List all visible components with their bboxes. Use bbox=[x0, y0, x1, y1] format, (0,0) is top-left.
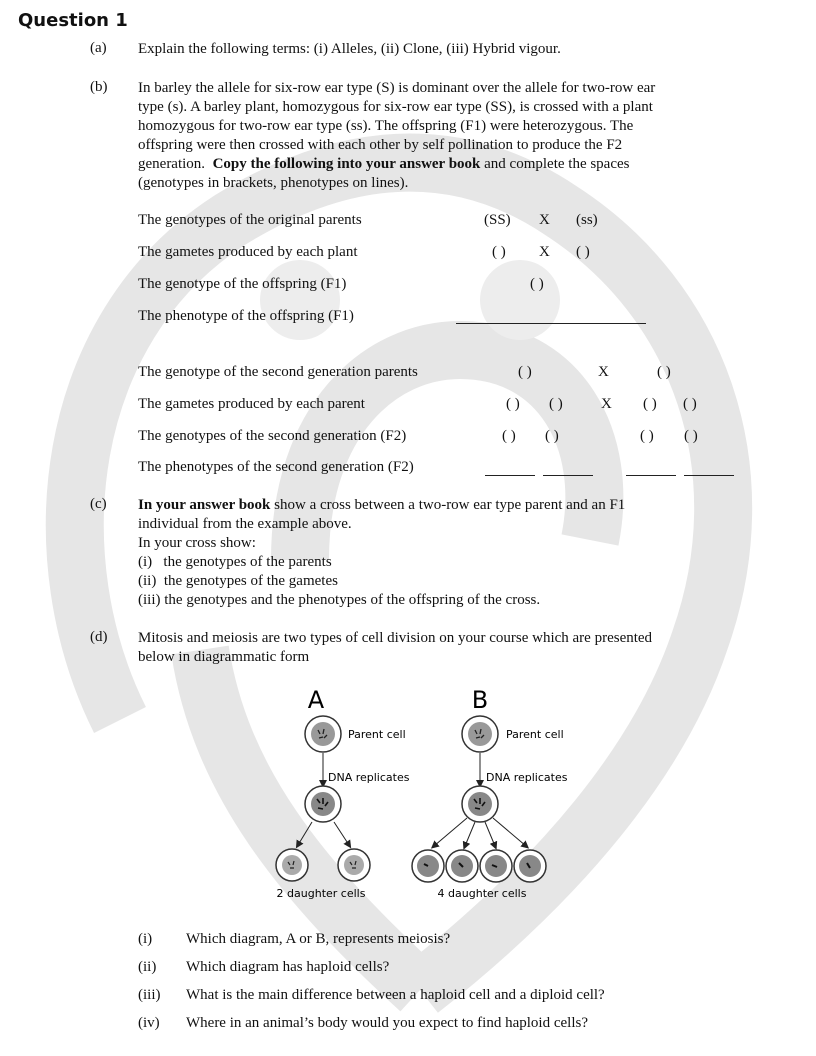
arrow-b-2 bbox=[465, 822, 475, 846]
row-gametes-plant-label: The gametes produced by each plant bbox=[138, 244, 358, 260]
daughter-cell-a-1 bbox=[276, 849, 308, 881]
subq-iii-text: What is the main difference between a haploid cell and a diploid cell? bbox=[186, 987, 605, 1003]
arrow-b-1 bbox=[434, 818, 467, 846]
row-gametes-parent-label: The gametes produced by each parent bbox=[138, 396, 365, 412]
row7-c: ( ) bbox=[640, 428, 654, 444]
cell-division-diagram bbox=[266, 680, 586, 905]
row6-c: ( ) bbox=[643, 396, 657, 412]
parent-cell-a bbox=[305, 716, 341, 752]
row5-cross: X bbox=[598, 364, 609, 380]
row3-value: ( ) bbox=[530, 276, 544, 292]
part-c-line: individual from the example above. bbox=[138, 516, 352, 532]
parent-cell-a-label: Parent cell bbox=[348, 728, 406, 741]
row2-left: ( ) bbox=[492, 244, 506, 260]
part-b-line: (genotypes in brackets, phenotypes on lines). bbox=[138, 175, 409, 191]
replicated-cell-a bbox=[305, 786, 341, 822]
part-d-line: below in diagrammatic form bbox=[138, 649, 310, 665]
subq-iv-text: Where in an animal’s body would you expect to find haploid cells? bbox=[186, 1015, 588, 1031]
part-a-text: Explain the following terms: (i) Alleles, (ii) Clone, (iii) Hybrid vigour. bbox=[138, 41, 561, 57]
part-b-line-text: generation. bbox=[138, 156, 206, 172]
subq-i-text: Which diagram, A or B, represents meiosis? bbox=[186, 931, 451, 947]
part-d-text bbox=[138, 629, 738, 667]
row-f1-phenotype-label: The phenotype of the offspring (F1) bbox=[138, 308, 354, 324]
row6-b: ( ) bbox=[549, 396, 563, 412]
part-c-text bbox=[138, 496, 738, 610]
part-d-label: (d) bbox=[90, 629, 108, 645]
part-b-line: offspring were then crossed with each other by self pollination to produce the F2 bbox=[138, 137, 623, 153]
arrow-a-left bbox=[298, 822, 312, 845]
diagram-b-label: B bbox=[471, 686, 489, 714]
part-b-instruction-bold: Copy the following into your answer book bbox=[212, 156, 481, 172]
row6-d: ( ) bbox=[683, 396, 697, 412]
part-b-line: homozygous for two-row ear type (ss). The offspring (F1) were heterozygous. The bbox=[138, 118, 634, 134]
four-daughter-cells-label: 4 daughter cells bbox=[437, 887, 527, 900]
f2-phenotype-blank-line bbox=[485, 475, 535, 476]
part-b-line-text: and complete the spaces bbox=[484, 156, 630, 172]
subq-ii-text: Which diagram has haploid cells? bbox=[186, 959, 390, 975]
part-c-label: (c) bbox=[90, 496, 107, 512]
question-title: Question 1 bbox=[18, 10, 128, 31]
diagram-a-label: A bbox=[307, 686, 325, 714]
row7-d: ( ) bbox=[684, 428, 698, 444]
parent-cell-b-label: Parent cell bbox=[506, 728, 564, 741]
part-c-line bbox=[138, 496, 738, 515]
replicated-cell-b bbox=[462, 786, 498, 822]
part-c-item: (ii) the genotypes of the gametes bbox=[138, 573, 338, 589]
subq-iv-num: (iv) bbox=[138, 1015, 160, 1031]
row6-a: ( ) bbox=[506, 396, 520, 412]
daughter-cell-b-3 bbox=[480, 850, 512, 882]
f1-phenotype-blank-line bbox=[456, 323, 646, 324]
part-b-line: In barley the allele for six-row ear type (S) is dominant over the allele for two-row ear bbox=[138, 80, 656, 96]
part-a-label: (a) bbox=[90, 40, 107, 56]
row1-cross: X bbox=[539, 212, 550, 228]
parent-cell-b bbox=[462, 716, 498, 752]
row-original-parents-label: The genotypes of the original parents bbox=[138, 212, 362, 228]
f2-phenotype-blank-line bbox=[626, 475, 676, 476]
f2-phenotype-blank-line bbox=[684, 475, 734, 476]
arrow-b-4 bbox=[493, 818, 526, 846]
part-c-item: (iii) the genotypes and the phenotypes of the offspring of the cross. bbox=[138, 592, 541, 608]
two-daughter-cells-label: 2 daughter cells bbox=[276, 887, 366, 900]
row5-left: ( ) bbox=[518, 364, 532, 380]
part-c-item: (i) the genotypes of the parents bbox=[138, 554, 332, 570]
part-b-text bbox=[138, 79, 738, 193]
row7-b: ( ) bbox=[545, 428, 559, 444]
subq-ii-num: (ii) bbox=[138, 959, 157, 975]
f2-phenotype-blank-line bbox=[543, 475, 593, 476]
row7-a: ( ) bbox=[502, 428, 516, 444]
row1-left: (SS) bbox=[484, 212, 511, 228]
part-d-line: Mitosis and meiosis are two types of cell division on your course which are presented bbox=[138, 630, 653, 646]
row-f2-phenotypes-label: The phenotypes of the second generation (F2) bbox=[138, 459, 414, 475]
daughter-cell-b-4 bbox=[514, 850, 546, 882]
row-f1-genotype-label: The genotype of the offspring (F1) bbox=[138, 276, 347, 292]
daughter-cell-b-2 bbox=[446, 850, 478, 882]
part-c-bold: In your answer book bbox=[138, 497, 271, 513]
part-b-line bbox=[138, 155, 738, 174]
row5-right: ( ) bbox=[657, 364, 671, 380]
subq-i-num: (i) bbox=[138, 931, 153, 947]
row6-cross: X bbox=[601, 396, 612, 412]
row-second-gen-parents-label: The genotype of the second generation parents bbox=[138, 364, 418, 380]
row2-right: ( ) bbox=[576, 244, 590, 260]
part-b-line: type (s). A barley plant, homozygous for six-row ear type (SS), is crossed with a plant bbox=[138, 99, 653, 115]
daughter-cell-b-1 bbox=[412, 850, 444, 882]
row-f2-genotypes-label: The genotypes of the second generation (F2) bbox=[138, 428, 407, 444]
dna-replicates-a-label: DNA replicates bbox=[328, 771, 410, 784]
subq-iii-num: (iii) bbox=[138, 987, 161, 1003]
row2-cross: X bbox=[539, 244, 550, 260]
part-c-line: In your cross show: bbox=[138, 535, 256, 551]
part-b-label: (b) bbox=[90, 79, 108, 95]
dna-replicates-b-label: DNA replicates bbox=[486, 771, 568, 784]
daughter-cell-a-2 bbox=[338, 849, 370, 881]
arrow-a-right bbox=[334, 822, 349, 845]
row1-right: (ss) bbox=[576, 212, 598, 228]
part-c-line1-rest: show a cross between a two-row ear type parent and an F1 bbox=[274, 497, 626, 513]
arrow-b-3 bbox=[485, 822, 495, 846]
